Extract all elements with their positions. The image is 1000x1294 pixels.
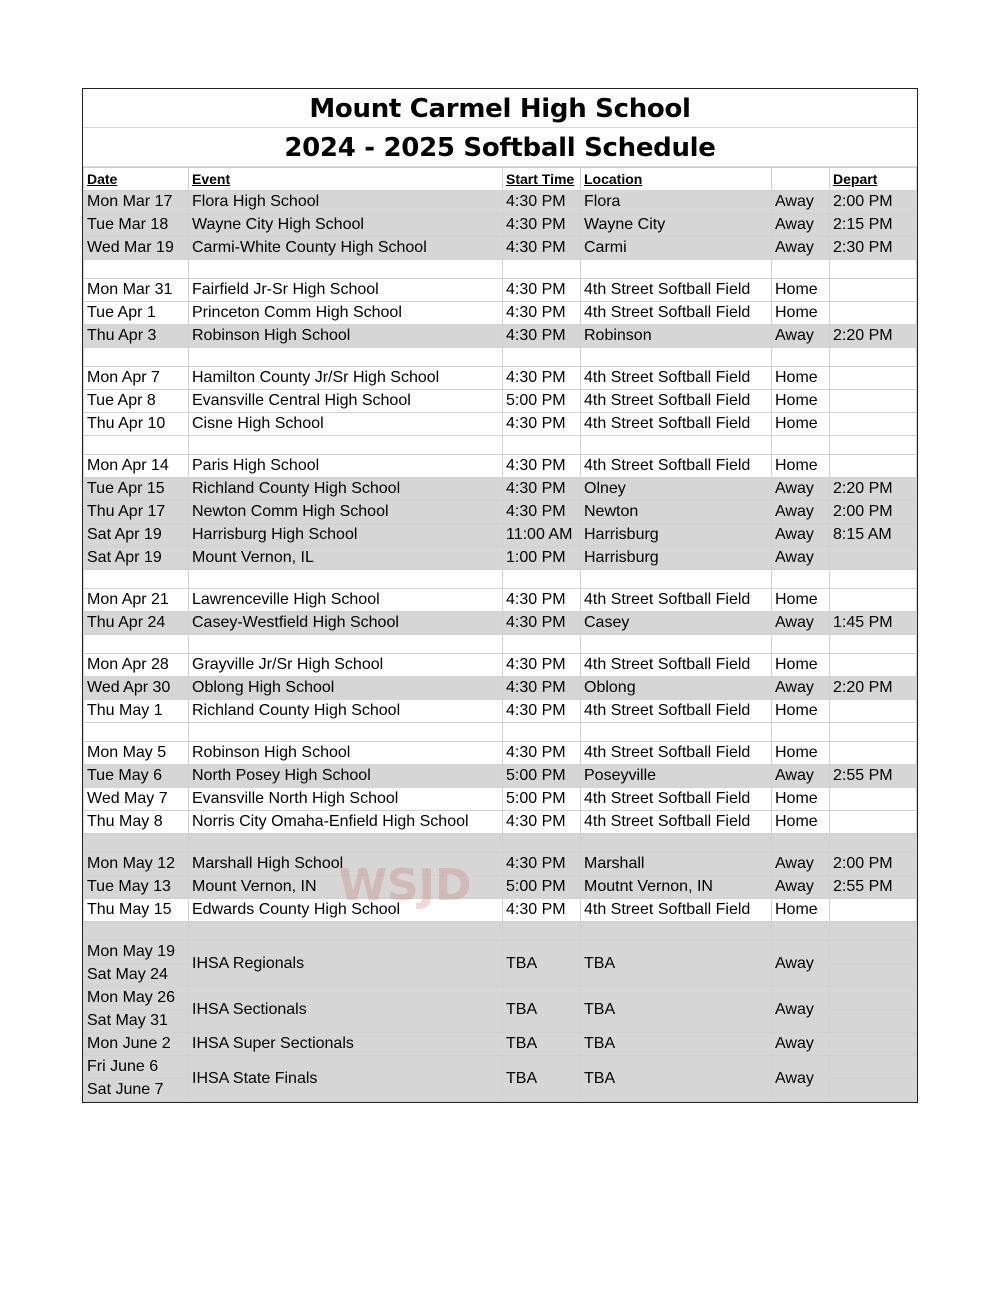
location-cell: 4th Street Softball Field [581,455,772,478]
date-cell: Fri June 6 [84,1056,189,1079]
spacer-cell [84,922,189,941]
location-cell: 4th Street Softball Field [581,390,772,413]
start-time-cell: 4:30 PM [503,677,581,700]
spacer-cell [503,348,581,367]
start-time-cell: 4:30 PM [503,214,581,237]
location-cell: Robinson [581,325,772,348]
spacer-cell [503,723,581,742]
start-time-cell: 4:30 PM [503,367,581,390]
start-time-cell: 1:00 PM [503,547,581,570]
start-time-cell: TBA [503,1056,581,1102]
table-row [84,677,917,700]
event-cell: IHSA State Finals [189,1056,503,1102]
location-cell: Carmi [581,237,772,260]
table-row [84,589,917,612]
header-event: Event [189,168,503,191]
spacer-cell [84,348,189,367]
start-time-cell: 4:30 PM [503,478,581,501]
spacer-row [84,570,917,589]
location-cell: Olney [581,478,772,501]
depart-cell [830,302,917,325]
location-cell: Poseyville [581,765,772,788]
spacer-cell [772,834,830,853]
start-time-cell: 5:00 PM [503,788,581,811]
start-time-cell: TBA [503,941,581,987]
table-row [84,367,917,390]
table-row [84,302,917,325]
table-row [84,413,917,436]
start-time-cell: 5:00 PM [503,765,581,788]
home-away-cell: Home [772,367,830,390]
event-cell: North Posey High School [189,765,503,788]
home-away-cell: Away [772,325,830,348]
depart-cell: 2:20 PM [830,325,917,348]
location-cell: Moutnt Vernon, IN [581,876,772,899]
location-cell: TBA [581,1033,772,1056]
depart-cell: 2:20 PM [830,478,917,501]
spacer-cell [581,570,772,589]
event-cell: Carmi-White County High School [189,237,503,260]
location-cell: TBA [581,941,772,987]
home-away-cell: Away [772,1033,830,1056]
date-cell: Mon June 2 [84,1033,189,1056]
spacer-cell [581,834,772,853]
location-cell: 4th Street Softball Field [581,654,772,677]
depart-cell [830,1056,917,1079]
home-away-cell: Home [772,700,830,723]
depart-cell [830,279,917,302]
event-cell: Oblong High School [189,677,503,700]
depart-cell: 2:00 PM [830,501,917,524]
depart-cell [830,367,917,390]
home-away-cell: Away [772,677,830,700]
start-time-cell: 4:30 PM [503,899,581,922]
date-cell: Thu Apr 17 [84,501,189,524]
spacer-cell [503,922,581,941]
home-away-cell: Home [772,390,830,413]
spacer-cell [581,260,772,279]
postseason-row [84,1056,917,1079]
postseason-row [84,1033,917,1056]
table-row [84,547,917,570]
home-away-cell: Home [772,589,830,612]
start-time-cell: 4:30 PM [503,413,581,436]
home-away-cell: Away [772,237,830,260]
table-row [84,876,917,899]
spacer-cell [503,260,581,279]
event-cell: Robinson High School [189,742,503,765]
location-cell: TBA [581,1056,772,1102]
table-row [84,700,917,723]
event-cell: Edwards County High School [189,899,503,922]
start-time-cell: 5:00 PM [503,390,581,413]
date-cell: Tue May 6 [84,765,189,788]
start-time-cell: 5:00 PM [503,876,581,899]
table-row [84,811,917,834]
depart-cell: 2:00 PM [830,853,917,876]
spacer-cell [84,635,189,654]
event-cell: Casey-Westfield High School [189,612,503,635]
home-away-cell: Home [772,279,830,302]
depart-cell [830,899,917,922]
event-cell: IHSA Sectionals [189,987,503,1033]
start-time-cell: 4:30 PM [503,612,581,635]
start-time-cell: 4:30 PM [503,589,581,612]
start-time-cell: 4:30 PM [503,302,581,325]
home-away-cell: Away [772,547,830,570]
depart-cell [830,1079,917,1102]
date-cell: Mon Apr 7 [84,367,189,390]
depart-cell [830,1033,917,1056]
spacer-cell [503,436,581,455]
home-away-cell: Away [772,191,830,214]
home-away-cell: Away [772,501,830,524]
spacer-row [84,635,917,654]
start-time-cell: 4:30 PM [503,325,581,348]
start-time-cell: 4:30 PM [503,237,581,260]
table-row [84,853,917,876]
table-row [84,325,917,348]
date-cell: Tue May 13 [84,876,189,899]
spacer-cell [830,635,917,654]
spacer-cell [830,436,917,455]
spacer-cell [772,348,830,367]
date-cell: Tue Apr 1 [84,302,189,325]
spacer-cell [581,635,772,654]
spacer-cell [84,834,189,853]
depart-cell: 8:15 AM [830,524,917,547]
table-row [84,390,917,413]
start-time-cell: 11:00 AM [503,524,581,547]
location-cell: 4th Street Softball Field [581,788,772,811]
spacer-cell [830,348,917,367]
location-cell: 4th Street Softball Field [581,811,772,834]
table-row [84,279,917,302]
depart-cell [830,941,917,964]
spacer-cell [503,635,581,654]
depart-cell: 2:55 PM [830,876,917,899]
date-cell: Mon Apr 14 [84,455,189,478]
depart-cell [830,455,917,478]
start-time-cell: 4:30 PM [503,654,581,677]
start-time-cell: 4:30 PM [503,501,581,524]
location-cell: Wayne City [581,214,772,237]
table-row [84,788,917,811]
event-cell: Newton Comm High School [189,501,503,524]
home-away-cell: Home [772,654,830,677]
event-cell: Evansville North High School [189,788,503,811]
start-time-cell: TBA [503,987,581,1033]
date-cell: Wed Mar 19 [84,237,189,260]
date-cell: Mon May 12 [84,853,189,876]
date-cell: Mon Mar 17 [84,191,189,214]
home-away-cell: Away [772,612,830,635]
location-cell: 4th Street Softball Field [581,899,772,922]
location-cell: Casey [581,612,772,635]
depart-cell [830,390,917,413]
date-cell: Thu May 8 [84,811,189,834]
home-away-cell: Away [772,876,830,899]
spacer-cell [772,436,830,455]
spacer-row [84,436,917,455]
event-cell: Norris City Omaha-Enfield High School [189,811,503,834]
spacer-cell [581,922,772,941]
home-away-cell: Away [772,941,830,987]
date-cell: Thu May 1 [84,700,189,723]
spacer-row [84,723,917,742]
spacer-cell [830,922,917,941]
home-away-cell: Home [772,455,830,478]
spacer-cell [503,834,581,853]
depart-cell [830,547,917,570]
spacer-cell [772,723,830,742]
spacer-cell [84,723,189,742]
depart-cell [830,742,917,765]
location-cell: Marshall [581,853,772,876]
table-row [84,654,917,677]
depart-cell [830,1010,917,1033]
start-time-cell: 4:30 PM [503,700,581,723]
home-away-cell: Home [772,899,830,922]
table-row [84,524,917,547]
location-cell: Oblong [581,677,772,700]
spacer-cell [772,570,830,589]
spacer-cell [84,570,189,589]
event-cell: Princeton Comm High School [189,302,503,325]
postseason-row [84,941,917,964]
home-away-cell: Away [772,478,830,501]
event-cell: Harrisburg High School [189,524,503,547]
start-time-cell: 4:30 PM [503,191,581,214]
header-home-away [772,168,830,191]
event-cell: Evansville Central High School [189,390,503,413]
depart-cell: 2:55 PM [830,765,917,788]
schedule-body [84,191,917,1102]
start-time-cell: 4:30 PM [503,279,581,302]
event-cell: Mount Vernon, IL [189,547,503,570]
location-cell: Harrisburg [581,547,772,570]
date-cell: Tue Apr 8 [84,390,189,413]
spacer-row [84,260,917,279]
depart-cell: 1:45 PM [830,612,917,635]
depart-cell [830,413,917,436]
depart-cell: 2:20 PM [830,677,917,700]
table-row [84,478,917,501]
home-away-cell: Home [772,413,830,436]
depart-cell [830,964,917,987]
start-time-cell: 4:30 PM [503,455,581,478]
event-cell: Richland County High School [189,700,503,723]
table-row [84,501,917,524]
date-cell: Sat May 31 [84,1010,189,1033]
start-time-cell: 4:30 PM [503,742,581,765]
spacer-cell [189,348,503,367]
location-cell: Harrisburg [581,524,772,547]
spacer-cell [830,723,917,742]
schedule-table [83,167,917,1102]
event-cell: IHSA Regionals [189,941,503,987]
spacer-row [84,834,917,853]
home-away-cell: Home [772,742,830,765]
event-cell: Cisne High School [189,413,503,436]
depart-cell [830,987,917,1010]
start-time-cell: 4:30 PM [503,811,581,834]
home-away-cell: Home [772,811,830,834]
spacer-cell [581,436,772,455]
location-cell: 4th Street Softball Field [581,279,772,302]
event-cell: Flora High School [189,191,503,214]
date-cell: Thu May 15 [84,899,189,922]
spacer-cell [503,570,581,589]
location-cell: 4th Street Softball Field [581,700,772,723]
date-cell: Sat Apr 19 [84,547,189,570]
spacer-cell [189,570,503,589]
location-cell: TBA [581,987,772,1033]
spacer-cell [189,436,503,455]
spacer-cell [581,723,772,742]
home-away-cell: Away [772,987,830,1033]
depart-cell [830,788,917,811]
table-row [84,191,917,214]
table-row [84,455,917,478]
date-cell: Wed Apr 30 [84,677,189,700]
spacer-cell [189,260,503,279]
depart-cell: 2:15 PM [830,214,917,237]
header-date: Date [84,168,189,191]
table-row [84,765,917,788]
start-time-cell: 4:30 PM [503,853,581,876]
date-cell: Thu Apr 24 [84,612,189,635]
event-cell: IHSA Super Sectionals [189,1033,503,1056]
date-cell: Tue Apr 15 [84,478,189,501]
spacer-cell [830,260,917,279]
location-cell: 4th Street Softball Field [581,413,772,436]
spacer-row [84,348,917,367]
header-row [84,168,917,191]
spacer-cell [581,348,772,367]
date-cell: Mon Apr 21 [84,589,189,612]
spacer-cell [189,834,503,853]
depart-cell [830,654,917,677]
event-cell: Grayville Jr/Sr High School [189,654,503,677]
spacer-cell [830,834,917,853]
school-title: Mount Carmel High School [83,89,917,128]
spacer-row [84,922,917,941]
date-cell: Mon May 26 [84,987,189,1010]
spacer-cell [830,570,917,589]
date-cell: Thu Apr 10 [84,413,189,436]
schedule-sheet [82,88,918,1103]
date-cell: Wed May 7 [84,788,189,811]
home-away-cell: Away [772,765,830,788]
postseason-row [84,987,917,1010]
event-cell: Wayne City High School [189,214,503,237]
location-cell: Newton [581,501,772,524]
spacer-cell [189,723,503,742]
date-cell: Mon May 5 [84,742,189,765]
event-cell: Lawrenceville High School [189,589,503,612]
schedule-title: 2024 - 2025 Softball Schedule [83,128,917,167]
location-cell: 4th Street Softball Field [581,302,772,325]
depart-cell: 2:00 PM [830,191,917,214]
date-cell: Mon May 19 [84,941,189,964]
spacer-cell [84,260,189,279]
date-cell: Mon Apr 28 [84,654,189,677]
header-location: Location [581,168,772,191]
event-cell: Paris High School [189,455,503,478]
table-row [84,612,917,635]
table-row [84,899,917,922]
depart-cell: 2:30 PM [830,237,917,260]
header-depart: Depart [830,168,917,191]
spacer-cell [84,436,189,455]
event-cell: Richland County High School [189,478,503,501]
event-cell: Robinson High School [189,325,503,348]
event-cell: Fairfield Jr-Sr High School [189,279,503,302]
depart-cell [830,811,917,834]
date-cell: Sat May 24 [84,964,189,987]
table-row [84,214,917,237]
home-away-cell: Home [772,788,830,811]
event-cell: Hamilton County Jr/Sr High School [189,367,503,390]
table-row [84,742,917,765]
home-away-cell: Away [772,524,830,547]
date-cell: Sat Apr 19 [84,524,189,547]
depart-cell [830,589,917,612]
home-away-cell: Away [772,214,830,237]
home-away-cell: Away [772,853,830,876]
date-cell: Mon Mar 31 [84,279,189,302]
location-cell: 4th Street Softball Field [581,589,772,612]
location-cell: 4th Street Softball Field [581,742,772,765]
spacer-cell [772,260,830,279]
spacer-cell [189,635,503,654]
home-away-cell: Home [772,302,830,325]
event-cell: Marshall High School [189,853,503,876]
spacer-cell [772,635,830,654]
table-row [84,237,917,260]
home-away-cell: Away [772,1056,830,1102]
header-start-time: Start Time [503,168,581,191]
spacer-cell [772,922,830,941]
date-cell: Sat June 7 [84,1079,189,1102]
date-cell: Tue Mar 18 [84,214,189,237]
location-cell: 4th Street Softball Field [581,367,772,390]
spacer-cell [189,922,503,941]
depart-cell [830,700,917,723]
event-cell: Mount Vernon, IN [189,876,503,899]
date-cell: Thu Apr 3 [84,325,189,348]
start-time-cell: TBA [503,1033,581,1056]
location-cell: Flora [581,191,772,214]
